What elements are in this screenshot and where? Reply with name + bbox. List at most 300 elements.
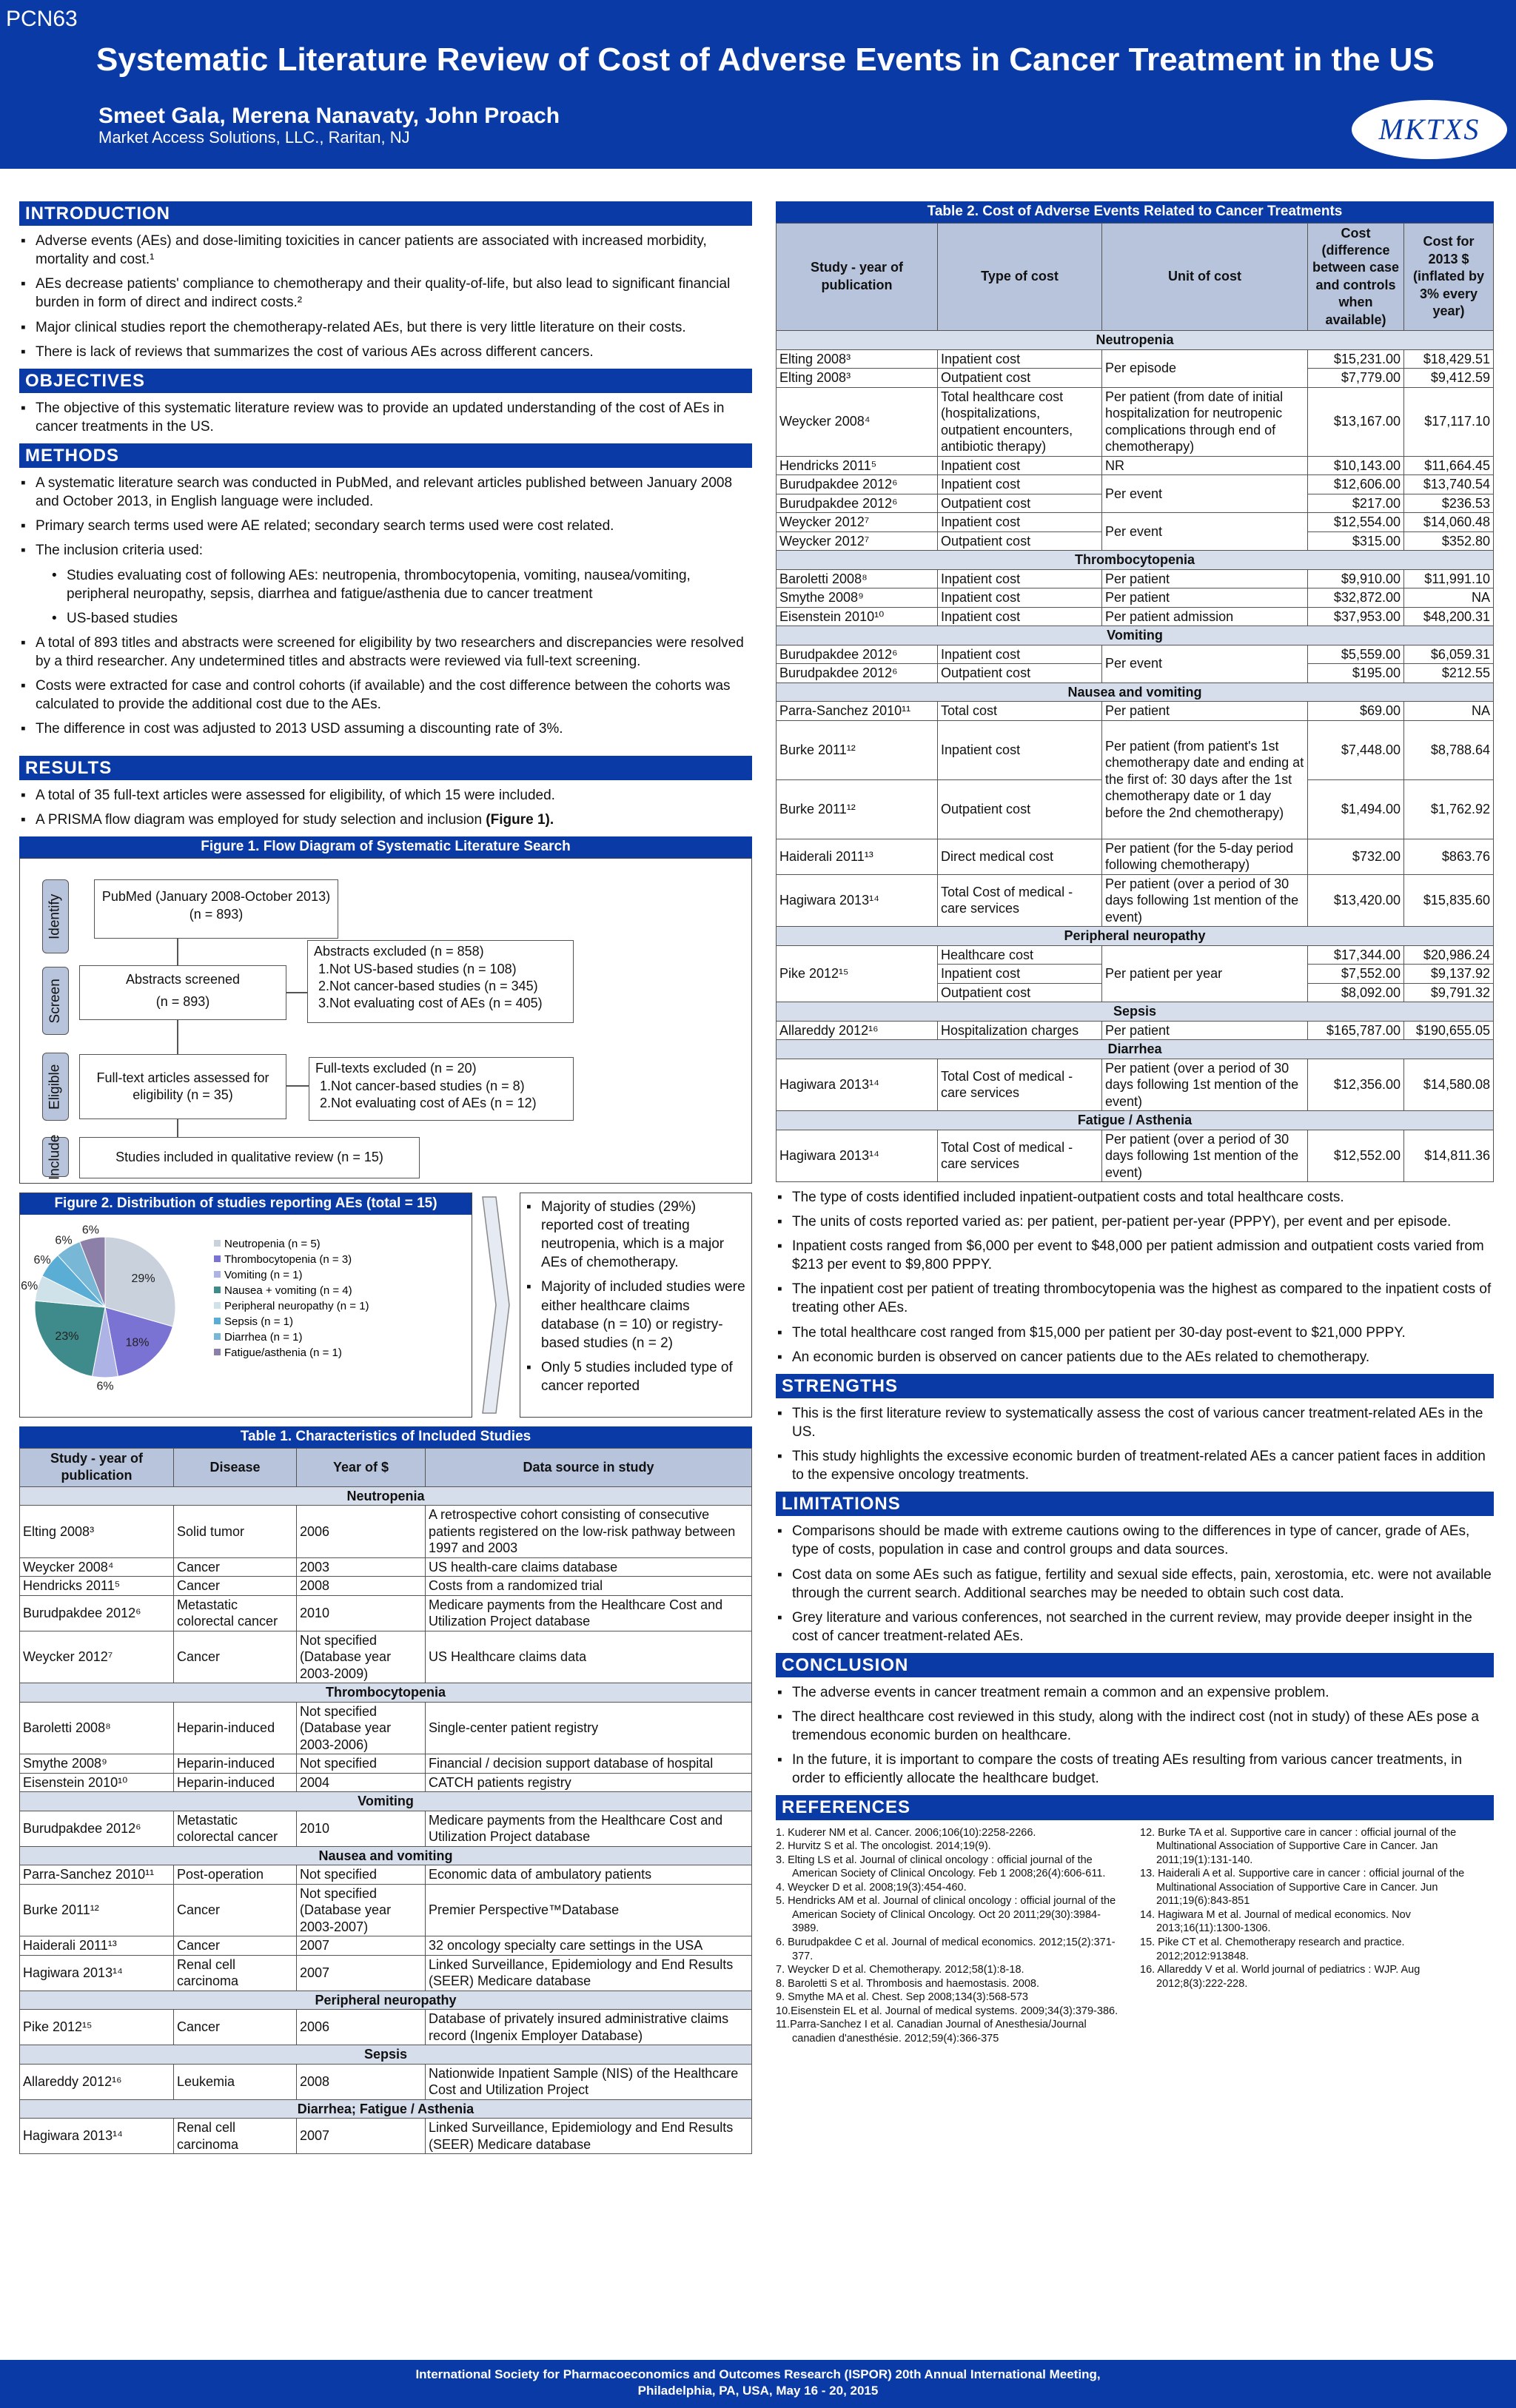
- table-cell: Nationwide Inpatient Sample (NIS) of the Healthcare Cost and Utilization Project: [426, 2064, 752, 2099]
- table-row: [20, 1884, 752, 1936]
- poster-title: Systematic Literature Review of Cost of Adverse Events in Cancer Treatment in the US: [96, 41, 1435, 78]
- table-cell: US health-care claims database: [426, 1557, 752, 1577]
- table-row: [20, 1936, 752, 1956]
- table-cell: Allareddy 2012¹⁶: [20, 2064, 174, 2099]
- table-cell: Solid tumor: [174, 1506, 297, 1558]
- table-cell: $15,835.60: [1404, 874, 1494, 927]
- table-cell: Not specified (Database year 2003-2006): [297, 1702, 426, 1754]
- table-cell: Weycker 2012⁷: [777, 531, 938, 551]
- column-header: Year of $: [297, 1448, 426, 1486]
- table-cell: Renal cell carcinoma: [174, 2119, 297, 2154]
- table-row: [777, 645, 1494, 664]
- results-list: [19, 786, 752, 829]
- table-row: [777, 569, 1494, 588]
- table-cell: Medicare payments from the Healthcare Cost and Utilization Project database: [426, 1595, 752, 1631]
- section-row: Sepsis: [777, 1002, 1494, 1022]
- table-row: [777, 702, 1494, 721]
- table1-title: Table 1. Characteristics of Included Studies: [19, 1426, 752, 1448]
- table-cell: $165,787.00: [1308, 1021, 1404, 1040]
- table-row: [20, 1754, 752, 1774]
- table-cell: $17,117.10: [1404, 387, 1494, 456]
- screened-label: Abstracts screened: [125, 972, 241, 987]
- table-cell: Healthcare cost: [938, 945, 1102, 965]
- table-cell: US Healthcare claims data: [426, 1631, 752, 1683]
- table-cell: Eisenstein 2010¹⁰: [777, 607, 938, 626]
- fig2-area: [19, 1193, 752, 1418]
- table-row: [777, 475, 1494, 494]
- table-cell: 2010: [297, 1595, 426, 1631]
- table-cell: 2008: [297, 1577, 426, 1596]
- table-cell: $11,991.10: [1404, 569, 1494, 588]
- table-cell: $1,494.00: [1308, 779, 1404, 839]
- table-cell: $315.00: [1308, 531, 1404, 551]
- table-cell: 2010: [297, 1811, 426, 1846]
- table-row: [777, 839, 1494, 874]
- table-row: [777, 945, 1494, 965]
- list-item: ▪ Adverse events (AEs) and dose-limiting toxicities in cancer patients are associated with increased morbidity, mortality and cost.¹: [19, 232, 752, 269]
- legend-entry: Neutropenia (n = 5): [224, 1237, 321, 1250]
- table-cell: Per patient (over a period of 30 days following 1st mention of the event): [1102, 1059, 1308, 1111]
- table-cell: $9,412.59: [1404, 369, 1494, 388]
- table-cell: $8,092.00: [1308, 983, 1404, 1002]
- reference-item: 2. Hurvitz S et al. The oncologist. 2014;19(9).: [776, 1840, 991, 1853]
- table-cell: 2003: [297, 1557, 426, 1577]
- objectives-list: [19, 399, 752, 436]
- column-header: Cost for 2013 $ (inflated by 3% every year): [1404, 223, 1494, 330]
- reference-item: 4. Weycker D et al. 2008;19(3):454-460.: [776, 1881, 967, 1894]
- reference-item: 9. Smythe MA et al. Chest. Sep 2008;134(3):568-573: [776, 1991, 1028, 2004]
- table-cell: Financial / decision support database of hospital: [426, 1754, 752, 1774]
- list-item: [19, 541, 752, 627]
- legend-entry: Thrombocytopenia (n = 3): [224, 1252, 352, 1266]
- table-cell: $13,420.00: [1308, 874, 1404, 927]
- table-row: [20, 1773, 752, 1792]
- list-item: ▪ Costs were extracted for case and control cohorts (if available) and the cost difference between the cohorts was calculated to provide the additional cost due to the AEs.: [19, 677, 752, 714]
- legend-entry: Diarrhea (n = 1): [224, 1330, 303, 1344]
- list-item: ▪ The units of costs reported varied as: per patient, per-patient per-year (PPPY), per event and per episode.: [776, 1213, 1494, 1231]
- table2-title: Table 2. Cost of Adverse Events Related to Cancer Treatments: [776, 201, 1494, 223]
- table-cell: Inpatient cost: [938, 456, 1102, 475]
- list-item: ▪ The type of costs identified included inpatient-outpatient costs and total healthcare costs.: [776, 1188, 1494, 1207]
- table-cell: NA: [1404, 702, 1494, 721]
- section-row: Thrombocytopenia: [20, 1683, 752, 1703]
- table-cell: Premier Perspective™Database: [426, 1884, 752, 1936]
- table-cell: $14,060.48: [1404, 513, 1494, 532]
- table-cell: Cancer: [174, 1631, 297, 1683]
- fulltext-box: [79, 1054, 286, 1119]
- excluded-reason: 1.Not cancer-based studies (n = 8): [320, 1078, 525, 1093]
- table-cell: Per patient: [1102, 588, 1308, 608]
- table-row: [20, 1577, 752, 1596]
- table-cell: Not specified: [297, 1865, 426, 1885]
- table-cell: Outpatient cost: [938, 664, 1102, 683]
- included-box: [79, 1137, 420, 1178]
- table-cell: $8,788.64: [1404, 720, 1494, 779]
- flow-arrow: [177, 1020, 178, 1054]
- column-header: Study - year of publication: [777, 223, 938, 330]
- table-cell: $9,910.00: [1308, 569, 1404, 588]
- table-cell: 2007: [297, 1936, 426, 1956]
- criteria-list: [50, 566, 752, 628]
- flow-diagram: [19, 858, 752, 1184]
- table-row: [20, 1506, 752, 1558]
- table-cell: Per patient (from date of initial hospitalization for neutropenic complications through end of chemotherapy): [1102, 387, 1308, 456]
- pie-chart: [20, 1215, 472, 1415]
- table-cell: $6,059.31: [1404, 645, 1494, 664]
- table-cell: Not specified: [297, 1754, 426, 1774]
- table-cell: Outpatient cost: [938, 369, 1102, 388]
- findings-list: [776, 1188, 1494, 1366]
- table-row: [20, 1631, 752, 1683]
- table-cell: 2008: [297, 2064, 426, 2099]
- list-item: ▪ The inpatient cost per patient of treating thrombocytopenia was the highest as compared to the inpatient costs of treating other AEs.: [776, 1280, 1494, 1317]
- table-cell: $9,137.92: [1404, 965, 1494, 984]
- section-row: Fatigue / Asthenia: [777, 1111, 1494, 1130]
- reference-item: 11.Parra-Sanchez I et al. Canadian Journal of Anesthesia/Journal canadien d'anesthésie. 2012;59(4):366-375: [776, 2019, 1087, 2045]
- excluded-label: Abstracts excluded (n = 858): [314, 944, 484, 959]
- pubmed-label: PubMed (January 2008-October 2013): [101, 889, 331, 905]
- list-item: ▪ Inpatient costs ranged from $6,000 per event to $48,000 per patient admission and outpatient costs varied from $213 per event to $9,800 PPPY.: [776, 1237, 1494, 1274]
- fig2-title: Figure 2. Distribution of studies reporting AEs (total = 15): [20, 1193, 472, 1215]
- table-cell: Metastatic colorectal cancer: [174, 1811, 297, 1846]
- table-cell: $37,953.00: [1308, 607, 1404, 626]
- table-cell: Heparin-induced: [174, 1754, 297, 1774]
- table-cell: $11,664.45: [1404, 456, 1494, 475]
- reference-item: 16. Allareddy V et al. World journal of pediatrics : WJP. Aug 2012;8(3):222-228.: [1140, 1964, 1421, 1990]
- list-item: ▪ Majority of included studies were either healthcare claims database (n = 10) or registry-based studies (n = 2): [525, 1278, 747, 1352]
- column-header: Data source in study: [426, 1448, 752, 1486]
- table-cell: Post-operation: [174, 1865, 297, 1885]
- intro-heading: INTRODUCTION: [19, 201, 752, 226]
- conclusion-heading: CONCLUSION: [776, 1653, 1494, 1677]
- table-cell: $732.00: [1308, 839, 1404, 874]
- flow-arrow: [177, 1119, 178, 1137]
- included-label: Studies included in qualitative review (n = 15): [115, 1150, 383, 1165]
- table-cell: Haiderali 2011¹³: [777, 839, 938, 874]
- table-cell: Per patient (over a period of 30 days following 1st mention of the event): [1102, 874, 1308, 927]
- screened-box: [79, 965, 286, 1020]
- table-cell: Per patient admission: [1102, 607, 1308, 626]
- list-item: ▪ The difference in cost was adjusted to 2013 USD assuming a discounting rate of 3%.: [19, 720, 752, 738]
- table-cell: Outpatient cost: [938, 531, 1102, 551]
- table-row: [777, 1021, 1494, 1040]
- table-cell: Smythe 2008⁹: [777, 588, 938, 608]
- table-cell: Not specified (Database year 2003-2009): [297, 1631, 426, 1683]
- table-cell: Total Cost of medical - care services: [938, 1059, 1102, 1111]
- table-cell: Baroletti 2008⁸: [777, 569, 938, 588]
- legend-swatch: [214, 1302, 221, 1309]
- table-cell: Burudpakdee 2012⁶: [777, 494, 938, 513]
- fig2-panel: [19, 1193, 472, 1418]
- table-cell: $10,143.00: [1308, 456, 1404, 475]
- section-row: Vomiting: [777, 626, 1494, 645]
- left-column: [19, 201, 752, 2154]
- table-cell: Outpatient cost: [938, 779, 1102, 839]
- list-item: ▪ The direct healthcare cost reviewed in this study, along with the indirect cost (not in study) of these AEs pose a tremendous economic burden on healthcare.: [776, 1708, 1494, 1745]
- table-cell: $9,791.32: [1404, 983, 1494, 1002]
- reference-item: 12. Burke TA et al. Supportive care in cancer : official journal of the Multinational Association of Supportive Care in Cancer. Jan 2011;19(1):131-140.: [1140, 1826, 1457, 1866]
- references-left: [776, 1826, 1124, 2046]
- table-cell: Per patient per year: [1102, 945, 1308, 1002]
- legend-swatch: [214, 1333, 221, 1340]
- list-item: ▪ The total healthcare cost ranged from $15,000 per patient per 30-day post-event to $21,000 PPPY.: [776, 1324, 1494, 1342]
- table-cell: Cancer: [174, 1557, 297, 1577]
- section-row: Nausea and vomiting: [20, 1846, 752, 1865]
- table-cell: Per event: [1102, 513, 1308, 551]
- table-cell: Per patient: [1102, 569, 1308, 588]
- table-cell: Hendricks 2011⁵: [777, 456, 938, 475]
- methods-list: [19, 474, 752, 738]
- table-cell: Inpatient cost: [938, 588, 1102, 608]
- legend-swatch: [214, 1349, 221, 1355]
- table-cell: $13,740.54: [1404, 475, 1494, 494]
- table-cell: $12,554.00: [1308, 513, 1404, 532]
- list-item: ▪ Majority of studies (29%) reported cost of treating neutropenia, which is a major AEs of chemotherapy.: [525, 1198, 747, 1272]
- table-cell: Inpatient cost: [938, 965, 1102, 984]
- excluded-reason: 2.Not evaluating cost of AEs (n = 12): [320, 1095, 537, 1110]
- table-cell: Total Cost of medical - care services: [938, 1130, 1102, 1182]
- table-row: [20, 1595, 752, 1631]
- affiliation: Market Access Solutions, LLC., Raritan, NJ: [98, 128, 410, 147]
- table-cell: $12,606.00: [1308, 475, 1404, 494]
- reference-item: 10.Eisenstein EL et al. Journal of medical systems. 2009;34(3):379-386.: [776, 2005, 1118, 2017]
- legend-swatch: [214, 1287, 221, 1293]
- phase-include: [42, 1134, 69, 1180]
- table-cell: Burke 2011¹²: [20, 1884, 174, 1936]
- footer-line: International Society for Pharmacoeconomics and Outcomes Research (ISPOR) 20th Annual International Meeting,: [415, 2367, 1101, 2381]
- table-cell: Heparin-induced: [174, 1773, 297, 1792]
- fulltext-excluded-box: [309, 1057, 574, 1121]
- table-cell: Linked Surveillance, Epidemiology and End Results (SEER) Medicare database: [426, 2119, 752, 2154]
- table-row: [777, 874, 1494, 927]
- table1-grid: [19, 1448, 752, 2154]
- table-cell: Per episode: [1102, 349, 1308, 387]
- section-row: Peripheral neuropathy: [777, 927, 1494, 946]
- list-item: ▪ This study highlights the excessive economic burden of treatment-related AEs a cancer patient faces in addition to the expensive oncology treatments.: [776, 1447, 1494, 1484]
- table-cell: Per patient (over a period of 30 days following 1st mention of the event): [1102, 1130, 1308, 1182]
- table-cell: Burudpakdee 2012⁶: [777, 475, 938, 494]
- legend-entry: Vomiting (n = 1): [224, 1268, 303, 1281]
- reference-item: 5. Hendricks AM et al. Journal of clinical oncology : official journal of the American Society of Clinical Oncology. Oct 20 2011;29(30):3984-3989.: [776, 1895, 1116, 1935]
- table-cell: Outpatient cost: [938, 983, 1102, 1002]
- column-header: Disease: [174, 1448, 297, 1486]
- table-cell: $236.53: [1404, 494, 1494, 513]
- table-cell: $32,872.00: [1308, 588, 1404, 608]
- list-item: [19, 811, 752, 829]
- table-cell: Smythe 2008⁹: [20, 1754, 174, 1774]
- table-cell: $48,200.31: [1404, 607, 1494, 626]
- table-cell: Burudpakdee 2012⁶: [20, 1595, 174, 1631]
- reference-item: 6. Burudpakdee C et al. Journal of medical economics. 2012;15(2):371-377.: [776, 1936, 1116, 1962]
- table-row: [777, 607, 1494, 626]
- pie-slice-label: 6%: [96, 1380, 114, 1393]
- table-cell: $863.76: [1404, 839, 1494, 874]
- table-cell: Haiderali 2011¹³: [20, 1936, 174, 1956]
- table-cell: 2004: [297, 1773, 426, 1792]
- legend-entry: Peripheral neuropathy (n = 1): [224, 1299, 369, 1312]
- figure-ref: (Figure 1).: [486, 812, 554, 828]
- table-cell: Pike 2012¹⁵: [777, 945, 938, 1002]
- table-cell: Parra-Sanchez 2010¹¹: [20, 1865, 174, 1885]
- legend-swatch: [214, 1271, 221, 1278]
- table-cell: Metastatic colorectal cancer: [174, 1595, 297, 1631]
- table-cell: Cancer: [174, 1936, 297, 1956]
- results-text: A PRISMA flow diagram was employed for study selection and inclusion: [36, 812, 486, 828]
- phase-label: Identify: [47, 893, 63, 939]
- table-cell: Hagiwara 2013¹⁴: [20, 1955, 174, 1991]
- table-cell: Total healthcare cost (hospitalizations, outpatient encounters, antibiotic therapy): [938, 387, 1102, 456]
- pie-slice-label: 6%: [55, 1234, 73, 1247]
- table-row: [20, 2010, 752, 2045]
- authors: Smeet Gala, Merena Nanavaty, John Proach: [98, 104, 560, 128]
- table-cell: $20,986.24: [1404, 945, 1494, 965]
- column-header: Type of cost: [938, 223, 1102, 330]
- table-cell: Per patient: [1102, 702, 1308, 721]
- table-cell: Baroletti 2008⁸: [20, 1702, 174, 1754]
- table-cell: NA: [1404, 588, 1494, 608]
- section-row: Neutropenia: [777, 331, 1494, 350]
- fig1-title: Figure 1. Flow Diagram of Systematic Literature Search: [19, 836, 752, 858]
- table-cell: Hagiwara 2013¹⁴: [777, 1130, 938, 1182]
- table-row: [777, 456, 1494, 475]
- column-header: Unit of cost: [1102, 223, 1308, 330]
- table-cell: Burke 2011¹²: [777, 720, 938, 779]
- table-cell: $15,231.00: [1308, 349, 1404, 369]
- excluded-reason: 2.Not cancer-based studies (n = 345): [318, 978, 538, 993]
- table-cell: Inpatient cost: [938, 720, 1102, 779]
- table-row: [20, 2119, 752, 2154]
- table-cell: Weycker 2008⁴: [777, 387, 938, 456]
- methods-heading: METHODS: [19, 443, 752, 468]
- excluded-label: Full-texts excluded (n = 20): [315, 1061, 477, 1076]
- phase-label: Include: [47, 1134, 63, 1180]
- table-cell: Inpatient cost: [938, 349, 1102, 369]
- table-cell: Hendricks 2011⁵: [20, 1577, 174, 1596]
- table-cell: 2006: [297, 2010, 426, 2045]
- table-cell: Economic data of ambulatory patients: [426, 1865, 752, 1885]
- flow-arrow: [286, 1085, 309, 1087]
- references-heading: REFERENCES: [776, 1795, 1494, 1820]
- table-cell: Inpatient cost: [938, 607, 1102, 626]
- table-cell: NR: [1102, 456, 1308, 475]
- phase-label: Screen: [47, 979, 63, 1024]
- table-cell: Hagiwara 2013¹⁴: [777, 1059, 938, 1111]
- list-item: ▪ This is the first literature review to systematically assess the cost of various cancer treatment-related AEs in the US.: [776, 1404, 1494, 1441]
- table-cell: Cancer: [174, 1577, 297, 1596]
- conclusion-list: [776, 1683, 1494, 1788]
- intro-list: [19, 232, 752, 360]
- legend-swatch: [214, 1318, 221, 1324]
- table-cell: Inpatient cost: [938, 513, 1102, 532]
- results-heading: RESULTS: [19, 756, 752, 780]
- legend-entry: Sepsis (n = 1): [224, 1315, 293, 1328]
- table-cell: Elting 2008³: [20, 1506, 174, 1558]
- table-row: [777, 513, 1494, 532]
- pie-slice-label: 23%: [55, 1329, 79, 1343]
- reference-item: 3. Elting LS et al. Journal of clinical oncology : official journal of the American Society of Clinical Oncology. Feb 1 2008;26(4):606-611.: [776, 1854, 1106, 1880]
- table-cell: 2007: [297, 1955, 426, 1991]
- footer: [0, 2360, 1516, 2408]
- table-cell: Not specified (Database year 2003-2007): [297, 1884, 426, 1936]
- table-cell: $14,811.36: [1404, 1130, 1494, 1182]
- pubmed-box: [94, 879, 338, 939]
- table-cell: Renal cell carcinoma: [174, 1955, 297, 1991]
- table-row: [20, 1702, 752, 1754]
- table-cell: Linked Surveillance, Epidemiology and End Results (SEER) Medicare database: [426, 1955, 752, 1991]
- table-cell: Eisenstein 2010¹⁰: [20, 1773, 174, 1792]
- table-cell: Total cost: [938, 702, 1102, 721]
- table-cell: $212.55: [1404, 664, 1494, 683]
- legend-swatch: [214, 1255, 221, 1262]
- table1: [19, 1426, 752, 2154]
- section-row: Thrombocytopenia: [777, 551, 1494, 570]
- table-row: [20, 1865, 752, 1885]
- reference-item: 15. Pike CT et al. Chemotherapy research and practice. 2012;2012:913848.: [1140, 1936, 1405, 1962]
- table-cell: Burudpakdee 2012⁶: [20, 1811, 174, 1846]
- fig2-notes-list: [525, 1198, 747, 1395]
- references-right: [1140, 1826, 1488, 2046]
- table-cell: Database of privately insured administrative claims record (Ingenix Employer Database): [426, 2010, 752, 2045]
- table-cell: Per event: [1102, 475, 1308, 513]
- pie-slice-label: 6%: [21, 1279, 38, 1292]
- table-cell: Cancer: [174, 1884, 297, 1936]
- table-cell: $14,580.08: [1404, 1059, 1494, 1111]
- table-cell: $1,762.92: [1404, 779, 1494, 839]
- table-row: [777, 1130, 1494, 1182]
- flow-arrow: [177, 939, 178, 965]
- table-cell: 32 oncology specialty care settings in the USA: [426, 1936, 752, 1956]
- section-row: Nausea and vomiting: [777, 683, 1494, 702]
- table-cell: Parra-Sanchez 2010¹¹: [777, 702, 938, 721]
- table-row: [20, 2064, 752, 2099]
- table-row: [777, 349, 1494, 369]
- list-item: ▪ Only 5 studies included type of cancer reported: [525, 1358, 747, 1395]
- pie-slice-label: 29%: [131, 1272, 155, 1285]
- pie-slice-label: 6%: [81, 1224, 100, 1237]
- table-cell: $12,552.00: [1308, 1130, 1404, 1182]
- section-row: Neutropenia: [20, 1486, 752, 1506]
- table-cell: Medicare payments from the Healthcare Cost and Utilization Project database: [426, 1811, 752, 1846]
- table-cell: $18,429.51: [1404, 349, 1494, 369]
- excluded-reason: 1.Not US-based studies (n = 108): [318, 961, 517, 976]
- table-cell: Hospitalization charges: [938, 1021, 1102, 1040]
- table-cell: Inpatient cost: [938, 645, 1102, 664]
- list-item: ▪ The adverse events in cancer treatment remain a common and an expensive problem.: [776, 1683, 1494, 1702]
- table-row: [20, 1557, 752, 1577]
- table-cell: Per patient (for the 5-day period following chemotherapy): [1102, 839, 1308, 874]
- list-item: ▪ Primary search terms used were AE related; secondary search terms used were cost related.: [19, 517, 752, 535]
- mktxs-logo: MKTXS: [1352, 100, 1507, 159]
- table-cell: $7,552.00: [1308, 965, 1404, 984]
- abstracts-excluded-box: [307, 940, 574, 1023]
- pubmed-count: (n = 893): [189, 906, 244, 922]
- list-item: ▪ Grey literature and various conferences, not searched in the current review, may provide deeper insight in the cost of cancer treatment-related AEs.: [776, 1609, 1494, 1646]
- table-cell: Total Cost of medical - care services: [938, 874, 1102, 927]
- column-header: Study - year of publication: [20, 1448, 174, 1486]
- table-cell: Elting 2008³: [777, 369, 938, 388]
- phase-label: Eligible: [47, 1064, 63, 1110]
- poster-header: [0, 0, 1516, 169]
- list-item: ▪ Cost data on some AEs such as fatigue, fertility and sexual side effects, pain, xerostomia, etc. were not available through the current search. Additional searches may be needed to obtain such cost data.: [776, 1566, 1494, 1603]
- table-cell: Heparin-induced: [174, 1702, 297, 1754]
- table-row: [777, 1059, 1494, 1111]
- section-row: Sepsis: [20, 2045, 752, 2065]
- table-row: [777, 720, 1494, 779]
- list-item: • Studies evaluating cost of following AEs: neutropenia, thrombocytopenia, vomiting, nausea/vomiting, peripheral neuropathy, sepsis, diarrhea and fatigue/asthenia due to cancer treatment: [50, 566, 752, 603]
- section-row: Diarrhea; Fatigue / Asthenia: [20, 2099, 752, 2119]
- table-row: [20, 1955, 752, 1991]
- table-row: [777, 387, 1494, 456]
